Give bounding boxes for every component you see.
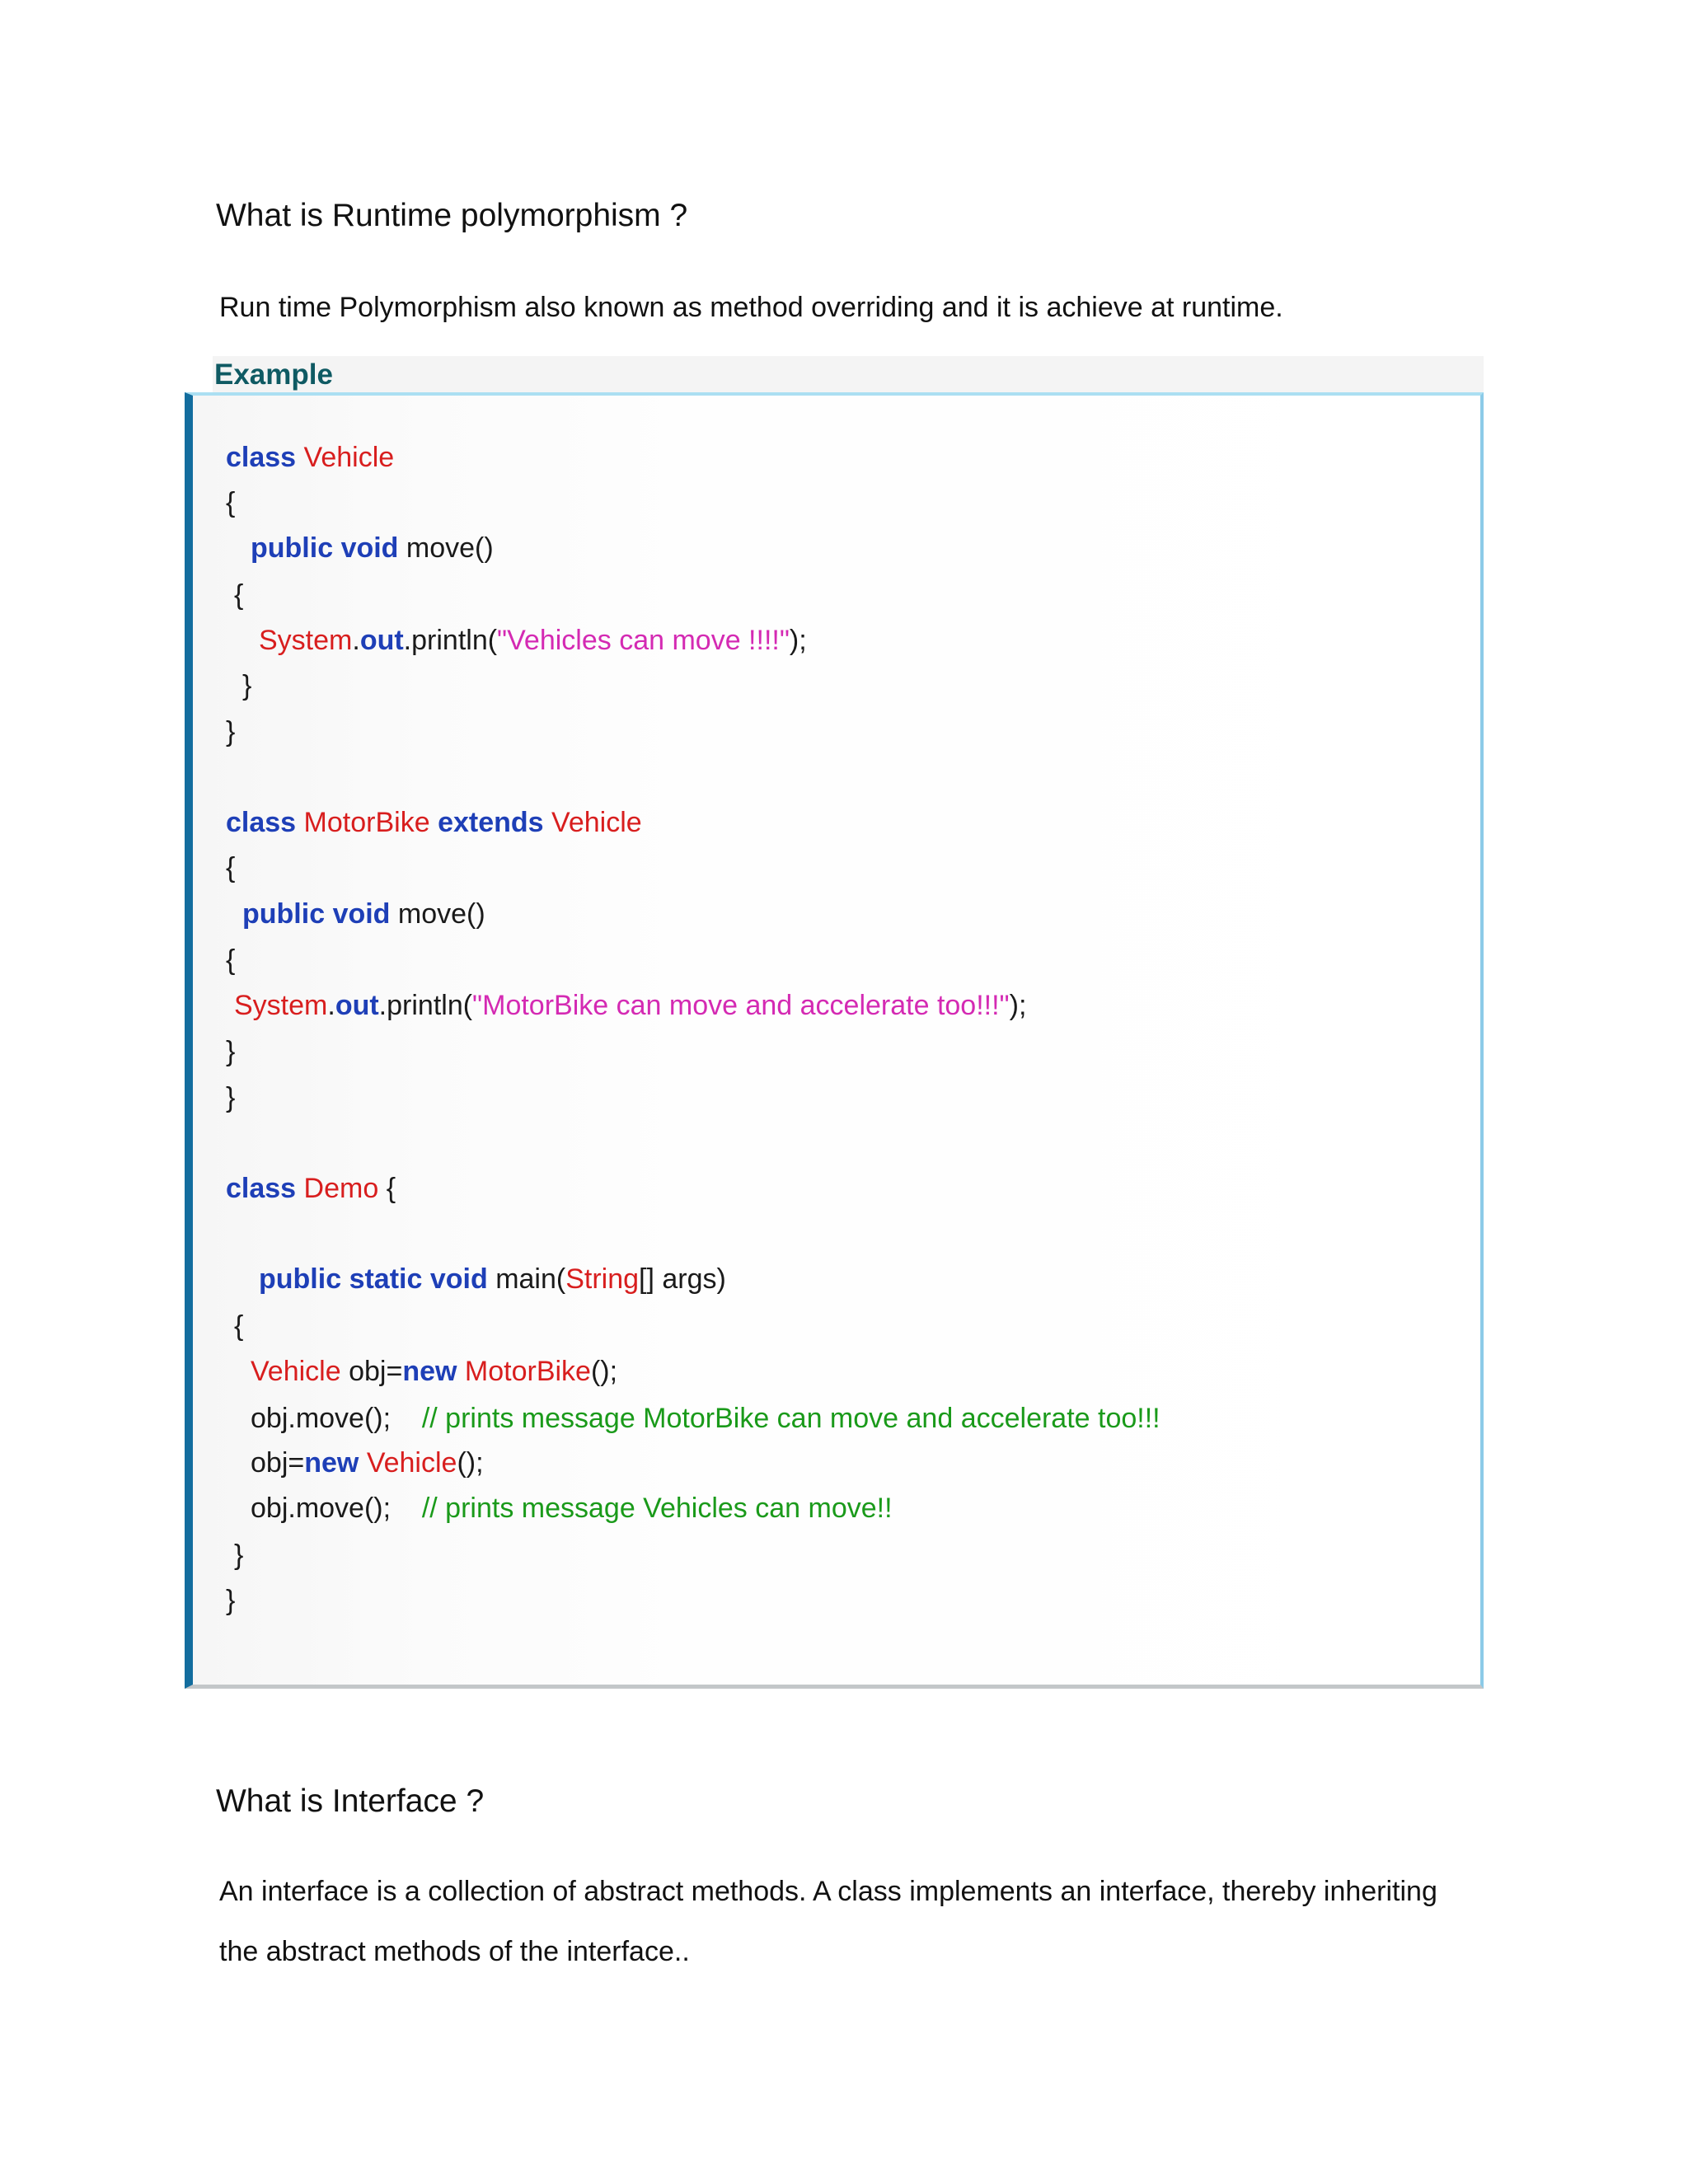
code-token: (); [457,1447,484,1479]
code-line [259,622,807,658]
code-token: class [226,807,297,838]
runtime-polymorphism-description: Run time Polymorphism also known as method overriding and it is achieve at runtime. [219,292,1283,323]
code-line [226,485,235,521]
interface-description-line-2: the abstract methods of the interface.. [219,1936,690,1967]
code-token: } [226,1036,236,1067]
code-token: .println( [403,625,498,656]
code-token: "MotorBike can move and accelerate too!!!" [472,990,1010,1021]
code-token: move() [390,898,485,930]
code-line [234,987,1026,1024]
code-line [226,1582,235,1619]
code-line [234,577,243,613]
code-token: .println( [378,990,473,1021]
code-line [226,942,235,978]
code-line [242,896,485,932]
code-token: . [352,625,360,656]
code-line [259,1261,726,1297]
code-example-box [185,392,1484,1689]
code-token: new [402,1356,457,1387]
code-token: } [226,1585,236,1616]
code-line [242,668,251,704]
code-token: static [349,1263,423,1295]
code-token: . [327,990,335,1021]
code-token: ); [789,625,807,656]
code-line [226,1033,235,1070]
code-token [296,1173,303,1204]
code-token [430,807,438,838]
code-token: Vehicle [366,1447,457,1479]
code-token: } [234,1540,244,1571]
code-token [422,1263,429,1295]
code-token: public [259,1263,342,1295]
code-token: void [429,1263,488,1295]
code-token: out [359,625,404,656]
code-token: MotorBike [464,1356,591,1387]
code-token: obj= [340,1356,403,1387]
code-token: main( [487,1263,566,1295]
code-token: MotorBike [303,807,430,838]
code-token: { [234,1310,244,1342]
code-token: { [226,944,236,976]
code-token: public [251,532,334,564]
code-token [296,807,303,838]
code-token: Vehicle [251,1356,341,1387]
code-line [226,439,394,476]
code-token: obj= [251,1447,305,1479]
code-token [457,1356,464,1387]
code-token: { [226,487,236,518]
code-token: } [242,670,252,701]
code-token: out [335,990,379,1021]
code-token: obj.move(); [251,1403,422,1434]
code-token: class [226,1173,297,1204]
example-label: Example [214,359,333,391]
code-line [251,1400,1160,1436]
code-line [226,804,642,841]
code-token: class [226,442,297,473]
section-heading-runtime-polymorphism: What is Runtime polymorphism ? [216,198,688,233]
code-token: move() [398,532,494,564]
code-token: { [226,852,236,883]
code-token: ); [1009,990,1027,1021]
code-token: System [259,625,353,656]
code-token: (); [590,1356,618,1387]
code-token: void [332,898,391,930]
code-token [333,532,340,564]
code-token: } [226,716,236,748]
code-token: new [304,1447,359,1479]
code-token: // prints message Vehicles can move!! [421,1493,893,1524]
code-token: } [226,1082,236,1113]
example-header [213,356,1484,396]
code-token: obj.move(); [251,1493,422,1524]
code-token: [] args) [639,1263,726,1295]
code-token: extends [438,807,544,838]
interface-description-line-1: An interface is a collection of abstract methods. A class implements an interface, thereby inheriting [219,1876,1437,1907]
code-token [325,898,332,930]
code-line [226,714,235,750]
code-token [359,1447,366,1479]
code-token: { [378,1173,396,1204]
code-line [251,1445,484,1481]
code-line [234,1537,243,1573]
code-token: { [234,579,244,611]
section-heading-interface: What is Interface ? [216,1783,485,1819]
code-token [341,1263,349,1295]
code-token [296,442,303,473]
code-token [544,807,551,838]
code-line [251,1353,617,1390]
code-line [226,850,235,886]
code-token: // prints message MotorBike can move and accelerate too!!! [421,1403,1160,1434]
code-token: Vehicle [551,807,642,838]
code-token: String [565,1263,640,1295]
code-line [226,1170,396,1207]
code-token: void [340,532,399,564]
code-token: System [234,990,328,1021]
code-token: "Vehicles can move !!!!" [497,625,790,656]
code-line [251,1490,893,1526]
code-token: public [242,898,326,930]
code-token: Vehicle [303,442,395,473]
code-line [226,1080,235,1116]
code-token: Demo [303,1173,379,1204]
code-line [234,1308,243,1344]
code-line [251,530,494,566]
